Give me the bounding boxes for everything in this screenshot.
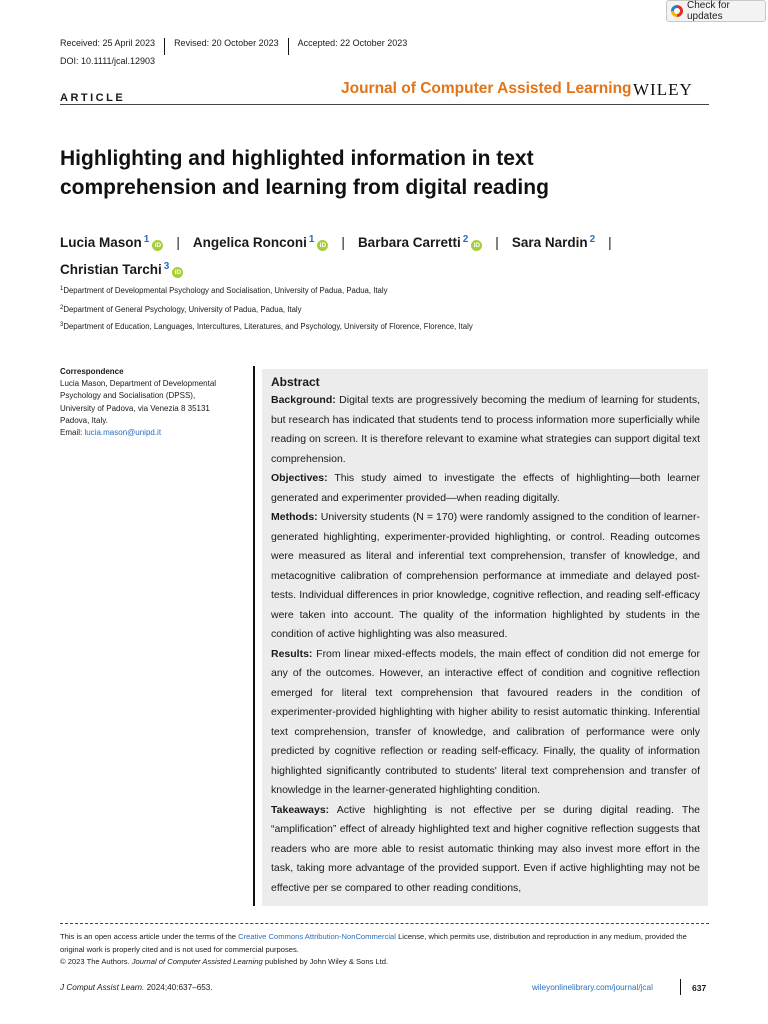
page-number-divider	[680, 979, 681, 995]
author-name: Angelica Ronconi	[192, 235, 307, 250]
section-text: Active highlighting is not effective per se during digital reading. The “amplification” effect of already highlighted text and higher cognitive reflection suggests that readers who are more able to resist automatic thinking may also invest more effort in the task, taking more advantage of the provided support. Even if active highlighting may not be effective per se compared to other reading conditions,	[271, 803, 700, 894]
correspondence-line: Psychology and Socialisation (DPSS),	[60, 391, 196, 401]
author-affiliation-sup: 2	[462, 234, 469, 245]
received-date: Received: 25 April 2023	[60, 38, 156, 48]
section-text: University students (N = 170) were randomly assigned to the condition of learner-generated highlighting, experimenter-provided highlighting, or control. Reading outcomes were measured as literal and inferential text comprehension, transfer of knowledge, and metacognitive calibration of comprehension performance at immediate and delayed post-tests. Individual differences in prior knowledge, cognitive reflection, and reading self-efficacy were taken into account. The quality of the information highlighted by students in the condition of active highlighting was also measured.	[271, 511, 700, 640]
license-pre: This is an open access article under the terms of the	[60, 932, 239, 941]
license-notice	[60, 931, 710, 969]
revised-date: Revised: 20 October 2023	[164, 38, 288, 55]
author-list	[60, 228, 710, 282]
doi: DOI: 10.1111/jcal.12903	[60, 56, 156, 66]
author-4[interactable]	[512, 235, 595, 250]
author-name: Christian Tarchi	[60, 262, 162, 277]
copyright-journal: Journal of Computer Assisted Learning	[131, 957, 263, 966]
affiliation-text: Department of General Psychology, University of Padua, Padua, Italy	[63, 305, 302, 314]
author-separator: |	[341, 235, 345, 250]
author-affiliation-sup: 3	[163, 261, 170, 272]
crossmark-icon	[671, 5, 683, 17]
affiliation-text: Department of Education, Languages, Intercultures, Literatures, and Psychology, University of Florence, Florence, Italy	[63, 322, 473, 331]
author-separator: |	[176, 235, 180, 250]
section-label: Results:	[271, 647, 313, 660]
article-dates	[60, 38, 416, 55]
affiliation-sup: 2	[60, 305, 64, 311]
correspondence-line: University of Padova, via Venezia 8 35131	[60, 403, 210, 413]
abstract-side-rule	[253, 366, 255, 906]
copyright-pre: © 2023 The Authors.	[60, 957, 132, 966]
orcid-icon[interactable]: iD	[471, 240, 482, 251]
abstract-results	[271, 645, 700, 801]
check-for-updates-label: Check for updates	[687, 0, 730, 22]
abstract-objectives	[271, 469, 700, 508]
check-for-updates-button[interactable]	[666, 0, 766, 22]
accepted-date: Accepted: 22 October 2023	[288, 38, 417, 55]
author-affiliation-sup: 1	[143, 234, 150, 245]
author-affiliation-sup: 1	[308, 234, 315, 245]
affiliation-text: Department of Developmental Psychology and Socialisation, University of Padua, Padua, Italy	[63, 286, 388, 295]
correspondence-line: Padova, Italy.	[60, 415, 108, 425]
abstract-background	[271, 391, 700, 469]
section-label: Methods:	[271, 511, 318, 523]
affiliation-2	[60, 305, 302, 314]
publisher-logo: WILEY	[633, 80, 693, 99]
section-label: Objectives:	[271, 472, 328, 484]
affiliation-1	[60, 286, 388, 295]
page-number: 637	[692, 983, 707, 993]
journal-url-link[interactable]: wileyonlinelibrary.com/journal/jcal	[532, 983, 653, 992]
affiliation-sup: 3	[60, 322, 64, 328]
section-text: This study aimed to investigate the effects of highlighting—both learner generated and experimenter provided—when reading digitally.	[271, 472, 700, 504]
section-text: From linear mixed-effects models, the main effect of condition did not emerge for any of the outcomes. However, an interactive effect of condition and cognitive reflection emerged for literal text comprehension that favoured readers in the condition of experimenter-provided highlighting with higher ability to resist automatic thinking. Inferential text comprehension, transfer of knowledge, and calibration of performance were only predicted by cognitive reflection or reading self-efficacy. Finally, the quality of information highlighted significantly contributed to students' literal text comprehension and transfer of knowledge in the learner-generated highlighting condition.	[271, 647, 700, 796]
footer-divider	[60, 923, 709, 924]
abstract-box	[262, 369, 708, 906]
correspondence-email-line	[60, 427, 250, 439]
author-name: Sara Nardin	[511, 235, 588, 250]
author-1[interactable]	[60, 235, 163, 250]
author-name: Lucia Mason	[60, 235, 142, 250]
author-3[interactable]	[358, 235, 482, 250]
citation	[60, 983, 213, 992]
author-2[interactable]	[193, 235, 329, 250]
author-5[interactable]	[60, 262, 183, 277]
abstract-heading: Abstract	[271, 375, 320, 389]
header-divider	[60, 104, 709, 105]
journal-name: Journal of Computer Assisted Learning	[341, 80, 632, 97]
email-link[interactable]: lucia.mason@unipd.it	[84, 428, 162, 438]
orcid-icon[interactable]: iD	[152, 240, 163, 251]
orcid-icon[interactable]: iD	[317, 240, 328, 251]
section-text: Digital texts are progressively becoming the medium of learning for students, but research has indicated that students tend to process information more superficially while reading on screen. It is therefore relevant to examine what strategies can support digital text comprehension.	[271, 394, 700, 465]
author-separator: |	[608, 235, 612, 250]
abstract-takeaways	[271, 801, 700, 899]
correspondence-line: Lucia Mason, Department of Developmental	[60, 379, 217, 389]
license-text	[60, 931, 710, 956]
affiliation-sup: 1	[60, 286, 64, 292]
email-label: Email:	[60, 428, 85, 438]
cc-license-link[interactable]: Creative Commons Attribution-NonCommercial	[238, 932, 396, 941]
copyright-text	[60, 956, 710, 969]
license-post: License, which permits use, distribution and reproduction in any medium, provided the original work is properly cited and is not used for commercial purposes.	[60, 932, 687, 954]
citation-journal: J Comput Assist Learn.	[60, 983, 145, 992]
author-affiliation-sup: 2	[589, 234, 596, 245]
citation-rest: 2024;40:637–653.	[144, 983, 213, 992]
copyright-post: published by John Wiley & Sons Ltd.	[262, 957, 389, 966]
author-name: Barbara Carretti	[357, 235, 461, 250]
section-label: Background:	[271, 394, 336, 406]
section-label: Takeaways:	[271, 803, 330, 816]
orcid-icon[interactable]: iD	[172, 267, 183, 278]
article-title: Highlighting and highlighted information in text comprehension and learning from digital reading	[60, 147, 549, 199]
correspondence-heading: Correspondence	[60, 367, 124, 376]
abstract-methods	[271, 508, 700, 645]
affiliation-3	[60, 322, 473, 331]
author-separator: |	[495, 235, 499, 250]
article-type-label: ARTICLE	[60, 92, 126, 104]
correspondence-block	[60, 366, 250, 439]
